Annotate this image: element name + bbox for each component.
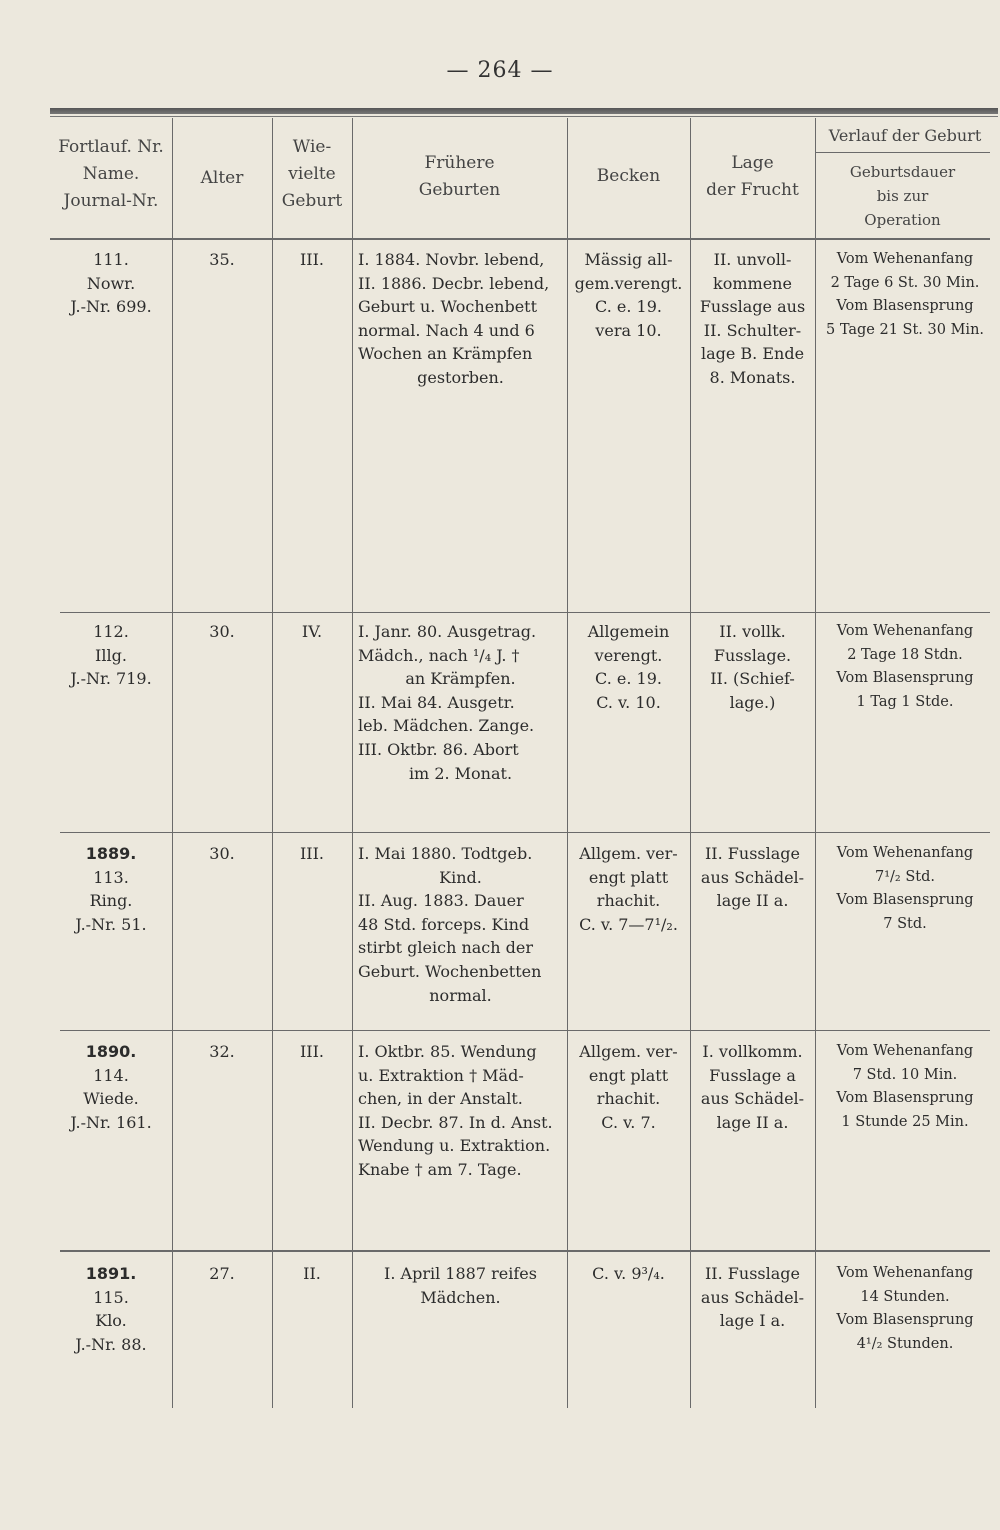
header-col-verlauf: Verlauf der Geburt [828,126,982,145]
row-id: 1890. 114. Wiede. J.-Nr. 161. [70,1042,152,1132]
row-geburt: II. [303,1264,321,1283]
row-id: 112. Illg. J.-Nr. 719. [70,622,152,689]
row-fruehere: I. 1884. Novbr. lebend, II. 1886. Decbr. lebend, Geburt u. Wochenbett normal. Nach 4 und 6 Wochen an Krämpfen gestorben. [358,250,550,387]
top-rule [50,108,998,114]
header-col-geburt: Wie- vielte Geburt [281,137,343,211]
row-alter: 30. [209,844,235,863]
row-fruehere: I. Mai 1880. Todtgeb. Kind. II. Aug. 1883. Dauer 48 Std. forceps. Kind stirbt gleich nach der Geburt. Wochenbetten normal. [358,844,542,1005]
row-divider [60,1030,990,1031]
row-dauer: Vom Wehenanfang 2 Tage 6 St. 30 Min. Vom Blasensprung 5 Tage 21 St. 30 Min. [825,251,985,338]
header-bottom-rule [50,238,990,240]
row-geburt: III. [299,844,325,863]
col-divider [352,118,353,1408]
header-col-becken: Becken [596,166,661,186]
col-divider [172,118,173,1408]
row-divider [60,1250,990,1252]
row-lage: I. vollkomm. Fusslage a aus Schädel- lage II a. [700,1042,805,1132]
row-divider [60,612,990,613]
row-becken: Allgem. ver- engt platt rhachit. C. v. 7. [579,1042,678,1132]
row-geburt: III. [299,250,325,269]
row-becken: Mässig all- gem.verengt. C. e. 19. vera 10. [574,250,683,340]
row-becken: Allgem. ver- engt platt rhachit. C. v. 7—7¹/₂. [579,844,678,934]
row-lage: II. Fusslage aus Schädel- lage II a. [700,844,805,911]
header-col-fruehere: Frühere Geburten [418,153,501,200]
row-fruehere: I. Janr. 80. Ausgetrag. Mädch., nach ¹/₄ J. † an Krämpfen. II. Mai 84. Ausgetr. leb. Mädchen. Zange. III. Oktbr. 86. Abort im 2. Monat. [358,622,537,783]
row-id: 1891. 115. Klo. J.-Nr. 88. [75,1264,147,1354]
row-lage: II. Fusslage aus Schädel- lage I a. [700,1264,805,1331]
row-dauer: Vom Wehenanfang 7¹/₂ Std. Vom Blasensprung 7 Std. [836,845,974,932]
row-alter: 30. [209,622,235,641]
row-lage: II. vollk. Fusslage. II. (Schief- lage.) [710,622,795,712]
row-alter: 32. [209,1042,235,1061]
row-alter: 35. [209,250,235,269]
row-geburt: III. [299,1042,325,1061]
row-becken: C. v. 9³/₄. [592,1264,665,1283]
row-divider [60,832,990,833]
header-col-dauer: Geburtsdauer bis zur Operation [849,163,956,229]
header-col-alter: Alter [200,168,244,188]
row-dauer: Vom Wehenanfang 7 Std. 10 Min. Vom Blasensprung 1 Stunde 25 Min. [836,1043,974,1130]
header-col-lage: Lage der Frucht [706,153,799,200]
row-dauer: Vom Wehenanfang 2 Tage 18 Stdn. Vom Blasensprung 1 Tag 1 Stde. [836,623,974,710]
row-becken: Allgemein verengt. C. e. 19. C. v. 10. [587,622,670,712]
row-fruehere: I. April 1887 reifes Mädchen. [384,1264,537,1307]
page-number: — 264 — [446,58,554,83]
top-rule-thin [50,116,998,117]
header-subrule [815,152,990,153]
row-fruehere: I. Oktbr. 85. Wendung u. Extraktion † Mäd- chen, in der Anstalt. II. Decbr. 87. In d. Anst. Wendung u. Extraktion. Knabe † am 7. Tage. [358,1042,553,1179]
row-alter: 27. [209,1264,235,1283]
row-geburt: IV. [301,622,323,641]
row-id: 111. Nowr. J.-Nr. 699. [70,250,152,317]
row-dauer: Vom Wehenanfang 14 Stunden. Vom Blasensprung 4¹/₂ Stunden. [836,1265,974,1352]
row-id: 1889. 113. Ring. J.-Nr. 51. [75,844,147,934]
col-divider [272,118,273,1408]
row-lage: II. unvoll- kommene Fusslage aus II. Schulter- lage B. Ende 8. Monats. [699,250,806,387]
header-col-id: Fortlauf. Nr. Name. Journal-Nr. [58,137,164,211]
